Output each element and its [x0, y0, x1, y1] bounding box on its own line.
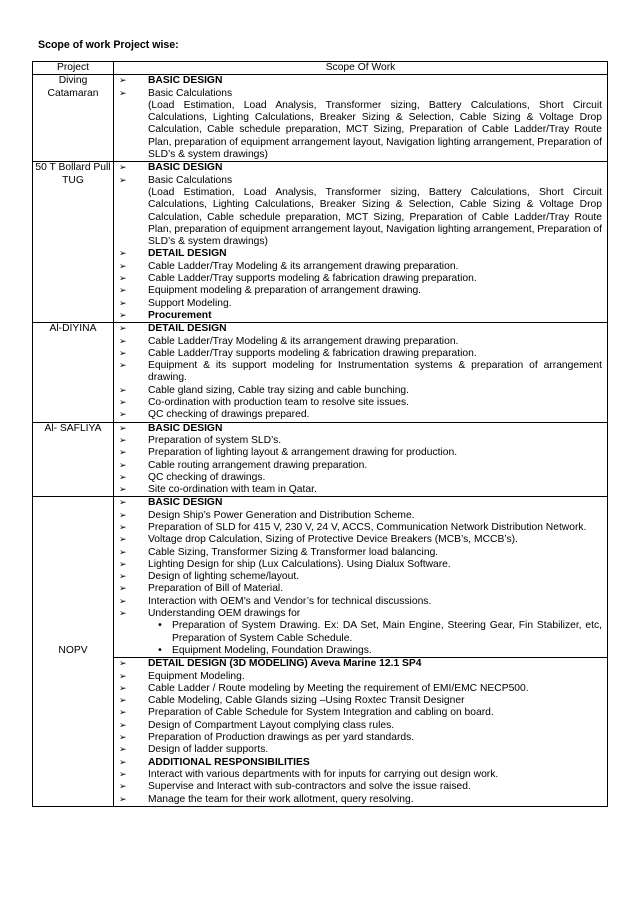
table-row — [33, 497, 608, 658]
section-heading: ➢ DETAIL DESIGN — [114, 323, 602, 335]
sub-list — [114, 620, 602, 657]
scope-item: ➢ Site co-ordination with team in Qatar. — [114, 484, 602, 496]
scope-item: ➢ Cable Ladder/Tray supports modeling & fabrication drawing preparation. — [114, 273, 602, 285]
scope-item: ➢ Voltage drop Calculation, Sizing of Protective Device Breakers (MCB’s, MCCB’s). — [114, 534, 602, 546]
scope-cell — [114, 658, 608, 807]
scope-item: ➢ Cable Ladder/Tray supports modeling & fabrication drawing preparation. — [114, 348, 602, 360]
scope-item: ➢ Design of lighting scheme/layout. — [114, 571, 602, 583]
scope-item: ➢ Equipment Modeling. — [114, 671, 602, 683]
table-row — [33, 323, 608, 422]
header-scope: Scope Of Work — [114, 62, 608, 75]
project-name: NOPV — [33, 497, 114, 806]
project-name: Al-DIYINA — [33, 323, 114, 422]
table-row — [33, 422, 608, 497]
project-name: Al- SAFLIYA — [33, 422, 114, 497]
scope-item: ➢ Cable Sizing, Transformer Sizing & Transformer load balancing. — [114, 547, 602, 559]
scope-item: ➢ Design of ladder supports. — [114, 744, 602, 756]
section-heading: ➢ BASIC DESIGN — [114, 497, 602, 509]
scope-item: ➢ Design of Compartment Layout complying class rules. — [114, 720, 602, 732]
scope-list — [114, 162, 607, 322]
section-heading: ➢ Procurement — [114, 310, 602, 322]
scope-cell — [114, 75, 608, 162]
sub-list-container — [114, 620, 602, 657]
scope-item: ➢ Preparation of Production drawings as per yard standards. — [114, 732, 602, 744]
scope-item: ➢ Supervise and Interact with sub-contractors and solve the issue raised. — [114, 781, 602, 793]
scope-item: (Load Estimation, Load Analysis, Transformer sizing, Battery Calculations, Short Circuit Calculations, Lighting Calculations, Breaker Sizing & Selection, Cable Sizing & Voltage Drop Calculation, Cable schedule preparation, MCT Sizing, Preparation of Cable Ladder/Tray Route Plan, preparation of equipment arrangement layout, Navigation lighting arrangement, Preparation of SLD’s & system drawings) — [148, 186, 602, 248]
scope-item: ➢ Equipment modeling & preparation of arrangement drawing. — [114, 285, 602, 297]
scope-item: ➢ Lighting Design for ship (Lux Calculations). Using Dialux Software. — [114, 559, 602, 571]
section-heading: ➢ DETAIL DESIGN — [114, 248, 602, 260]
scope-cell — [114, 422, 608, 497]
scope-list — [114, 323, 607, 421]
scope-list — [114, 658, 607, 806]
table-header-row — [33, 62, 608, 75]
page-heading: Scope of work Project wise: — [38, 39, 179, 51]
table-row — [33, 75, 608, 162]
sub-item: • Equipment Modeling, Foundation Drawings. — [114, 645, 602, 657]
scope-item: ➢ Cable Ladder/Tray Modeling & its arrangement drawing preparation. — [114, 336, 602, 348]
scope-item: ➢ Support Modeling. — [114, 298, 602, 310]
scope-item: ➢ Cable Ladder/Tray Modeling & its arrangement drawing preparation. — [114, 261, 602, 273]
scope-item: ➢ Understanding OEM drawings for — [114, 608, 602, 620]
section-heading: ➢ BASIC DESIGN — [114, 75, 602, 87]
scope-cell — [114, 497, 608, 658]
scope-item: ➢ Basic Calculations — [114, 88, 602, 100]
section-heading: ➢ ADDITIONAL RESPONSIBILITIES — [114, 757, 602, 769]
scope-table — [32, 61, 608, 807]
scope-item: ➢ Preparation of lighting layout & arrangement drawing for production. — [114, 447, 602, 459]
project-name: Diving Catamaran — [33, 75, 114, 162]
scope-list — [114, 497, 607, 657]
scope-cell — [114, 162, 608, 323]
scope-item: ➢ Interaction with OEM’s and Vendor’s for technical discussions. — [114, 596, 602, 608]
section-heading: ➢ DETAIL DESIGN (3D MODELING) Aveva Marine 12.1 SP4 — [114, 658, 602, 670]
scope-item: ➢ Manage the team for their work allotment, query resolving. — [114, 794, 602, 806]
section-heading: ➢ BASIC DESIGN — [114, 162, 602, 174]
scope-item: ➢ QC checking of drawings. — [114, 472, 602, 484]
scope-item: ➢ QC checking of drawings prepared. — [114, 409, 602, 421]
sub-item: • Preparation of System Drawing. Ex: DA Set, Main Engine, Steering Gear, Fin Stabilizer, etc, Preparation of System Cable Schedule. — [114, 620, 602, 645]
scope-item: ➢ Cable Ladder / Route modeling by Meeting the requirement of EMI/EMC NECP500. — [114, 683, 602, 695]
project-name: 50 T Bollard Pull TUG — [33, 162, 114, 323]
scope-item: ➢ Interact with various departments with for inputs for carrying out design work. — [114, 769, 602, 781]
scope-item: ➢ Preparation of SLD for 415 V, 230 V, 24 V, ACCS, Communication Network Distribution Network. — [114, 522, 602, 534]
scope-item: ➢ Preparation of Cable Schedule for System Integration and cabling on board. — [114, 707, 602, 719]
table-row — [33, 162, 608, 323]
scope-item: ➢ Cable Modeling, Cable Glands sizing –Using Roxtec Transit Designer — [114, 695, 602, 707]
table-row — [33, 658, 608, 807]
scope-item: ➢ Cable gland sizing, Cable tray sizing and cable bunching. — [114, 385, 602, 397]
scope-item: ➢ Equipment & its support modeling for Instrumentation systems & preparation of arrangement drawing. — [114, 360, 602, 385]
scope-item: ➢ Cable routing arrangement drawing preparation. — [114, 460, 602, 472]
scope-item: ➢ Preparation of system SLD’s. — [114, 435, 602, 447]
scope-item: ➢ Preparation of Bill of Material. — [114, 583, 602, 595]
scope-item: ➢ Co-ordination with production team to resolve site issues. — [114, 397, 602, 409]
scope-item: (Load Estimation, Load Analysis, Transformer sizing, Battery Calculations, Short Circuit Calculations, Lighting Calculations, Breaker Sizing & Selection, Cable Sizing & Voltage Drop Calculation, Cable schedule preparation, MCT Sizing, Preparation of Cable Ladder/Tray Route Plan, preparation of equipment arrangement layout, Navigation lighting arrangement, Preparation of SLD’s & system drawings) — [148, 99, 602, 161]
scope-item: ➢ Basic Calculations — [114, 175, 602, 187]
scope-list — [114, 423, 607, 497]
header-project: Project — [33, 62, 114, 75]
scope-item: ➢ Design Ship’s Power Generation and Distribution Scheme. — [114, 510, 602, 522]
scope-list — [114, 75, 607, 161]
scope-cell — [114, 323, 608, 422]
section-heading: ➢ BASIC DESIGN — [114, 423, 602, 435]
